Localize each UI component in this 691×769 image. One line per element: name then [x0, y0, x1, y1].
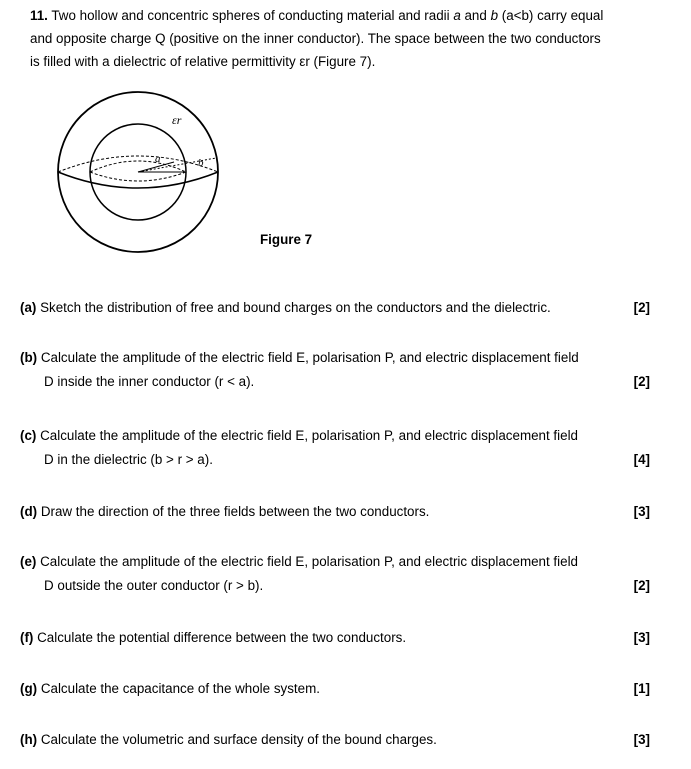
question-intro	[30, 4, 670, 73]
question-d: (d) Draw the direction of the three fields between the two conductors. [3]	[20, 500, 650, 524]
epsilon-label: εr	[172, 113, 182, 127]
marks-a: [2]	[633, 300, 650, 315]
marks-g: [1]	[633, 681, 650, 696]
radius-a-label: a	[155, 153, 161, 165]
question-f: (f) Calculate the potential difference between the two conductors. [3]	[20, 626, 650, 650]
question-g: (g) Calculate the capacitance of the whole system. [1]	[20, 677, 650, 701]
outer-equator-front	[58, 172, 218, 188]
inner-equator-front	[90, 172, 186, 181]
intro-line-3: is filled with a dielectric of relative permittivity εr (Figure 7).	[30, 54, 376, 69]
intro-line-2: and opposite charge Q (positive on the inner conductor). The space between the two conductors	[30, 31, 601, 46]
marks-e: [2]	[633, 578, 650, 593]
question-c: (c) Calculate the amplitude of the electric field E, polarisation P, and electric displacement field D in the dielectric (b > r > a). [4]	[20, 424, 650, 472]
marks-h: [3]	[633, 732, 650, 747]
marks-d: [3]	[633, 504, 650, 519]
marks-c: [4]	[633, 452, 650, 467]
question-b: (b) Calculate the amplitude of the electric field E, polarisation P, and electric displacement field D inside the inner conductor (r < a). [2]	[20, 346, 650, 394]
figure-caption: Figure 7	[260, 232, 313, 247]
marks-f: [3]	[633, 630, 650, 645]
question-e: (e) Calculate the amplitude of the electric field E, polarisation P, and electric displacement field D outside the outer conductor (r > b). [2]	[20, 550, 650, 598]
question-number: 11.	[30, 8, 48, 23]
intro-line-1: 11. Two hollow and concentric spheres of conducting material and radii a and b (a<b) carry equal	[30, 8, 604, 23]
marks-b: [2]	[633, 374, 650, 389]
radius-b-label: b	[198, 157, 204, 169]
question-h: (h) Calculate the volumetric and surface density of the bound charges. [3]	[20, 728, 650, 752]
question-a: (a) Sketch the distribution of free and bound charges on the conductors and the dielectric. [2]	[20, 296, 650, 320]
concentric-spheres-figure	[56, 86, 221, 258]
outer-equator-back	[58, 156, 218, 172]
